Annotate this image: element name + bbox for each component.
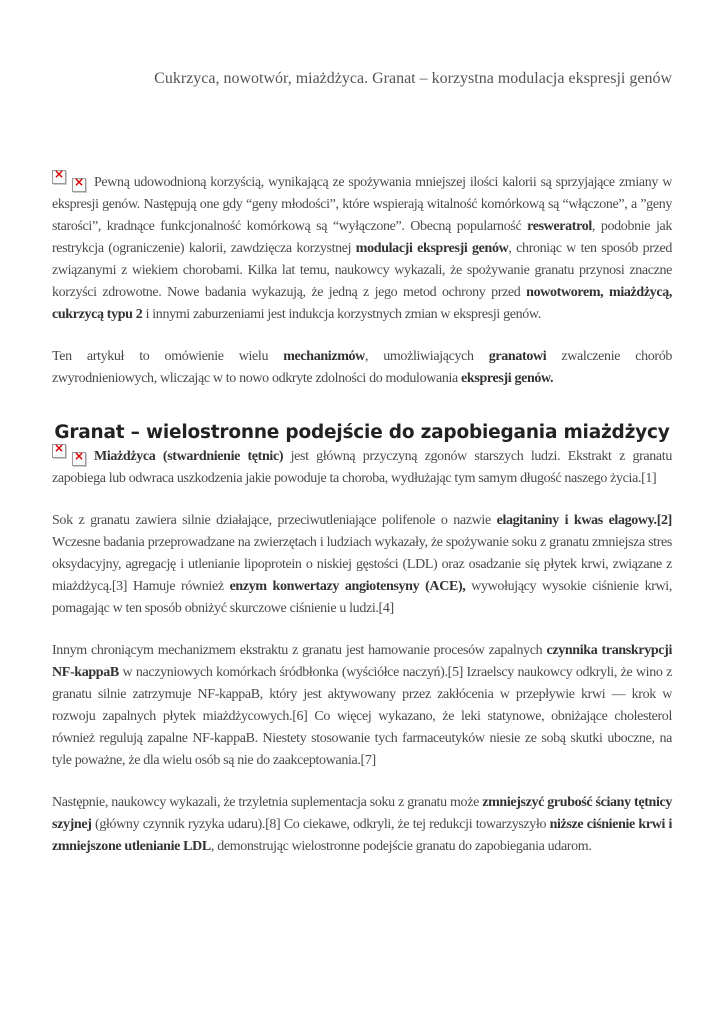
- paragraph: [52, 172, 672, 326]
- paragraph: [52, 640, 672, 772]
- text-run: , umożliwiających: [364, 349, 489, 364]
- text-run: i innymi zaburzeniami jest indukcja korzystnych zmian w ekspresji genów.: [142, 307, 541, 322]
- bold-text: mechanizmów: [283, 349, 365, 364]
- article-body: [52, 172, 672, 878]
- bold-text: czynnika transkrypcji NF-kappaB: [52, 643, 672, 680]
- bold-text: ekspresji genów.: [461, 371, 554, 386]
- bold-text: modulacji ekspresji genów: [355, 241, 509, 256]
- text-run: , chroniąc w ten sposób przed związanymi z wiekiem chorobami. Kilka lat temu, naukowcy wykazali, że spożywanie granatu przynosi znaczne korzyści zdrowotne. Nowe badania wykazują, że jedną z jego metod ochrony przed: [52, 241, 672, 300]
- paragraph: [52, 510, 672, 620]
- text-run: Następnie, naukowcy wykazali, że trzyletnia suplementacja soku z granatu może: [52, 795, 483, 810]
- atherosclerosis-section: [52, 446, 672, 858]
- text-run: Wczesne badania przeprowadzane na zwierzętach i ludziach wykazały, że spożywanie soku z granatu zmniejsza stres oksydacyjny, agregację i utlenianie lipoprotein o niskiej gęstości (LDL) oraz osadzanie się płytek krwi, związane z miażdżycą.[3] Hamuje również: [52, 535, 672, 594]
- bold-text: niższe ciśnienie krwi i zmniejszone utlenianie LDL: [52, 817, 672, 854]
- text-run: Pewną udowodnioną korzyścią, wynikającą ze spożywania mniejszej ilości kalorii są sprzyjające zmiany w ekspresji genów. Następują one gdy “geny młodości”, które wspierają witalność komórkową są “włączone”, a ”geny starości”, kradnące funkcjonalność komórkową są “wyłączone”. Obecną popularność: [52, 175, 672, 234]
- section-heading: Granat – wielostronne podejście do zapobiegania miażdżycy: [54, 422, 670, 443]
- bold-text: elagitaniny i kwas elagowy.[2]: [496, 513, 672, 528]
- paragraph: [52, 346, 672, 390]
- text-run: Sok z granatu zawiera silnie działające, przeciwutleniające polifenole o nazwie: [52, 513, 497, 528]
- bold-text: zmniejszyć grubość ściany tętnicy szyjnej: [52, 795, 673, 832]
- text-run: w naczyniowych komórkach śródbłonka (wyściółce naczyń).[5] Izraelscy naukowcy odkryli, że wino z granatu silnie zatrzymuje NF-kappaB, który jest aktywowany przez zakłócenia w przepływie krwi — krok w rozwoju zapalnych płytek miażdżycowych.[6] Co więcej wykazano, że leki statynowe, obniżające cholesterol również regulują zapalne NF-kappaB. Niestety stosowanie tych farmaceutyków niesie ze sobą skutki uboczne, na tyle poważne, że dla wielu osób są nie do zaakceptowania.[7]: [52, 665, 672, 768]
- text-run: Ten artykuł to omówienie wielu: [52, 349, 284, 364]
- text-run: (główny czynnik ryzyka udaru).[8] Co ciekawe, odkryli, że tej redukcji towarzyszyło: [91, 817, 550, 832]
- bold-text: enzym konwertazy angiotensyny (ACE),: [229, 579, 466, 594]
- text-run: jest główną przyczyną zgonów starszych ludzi. Ekstrakt z granatu zapobiega lub odwraca uszkodzenia jakie powoduje ta choroba, wydłużając tym samym długość naszego życia.[1]: [52, 449, 672, 486]
- text-run: , podobnie jak restrykcja (ograniczenie) kalorii, zawdzięcza korzystnej: [52, 219, 672, 256]
- bold-text: granatowi: [488, 349, 547, 364]
- paragraph: [52, 792, 672, 858]
- broken-image-icon: [72, 452, 86, 466]
- paragraph: [52, 446, 672, 490]
- bold-text: Miażdżyca (stwardnienie tętnic): [94, 449, 284, 464]
- broken-image-icon: [72, 178, 86, 192]
- bold-text: nowotworem, miażdżycą, cukrzycą typu 2: [52, 285, 672, 322]
- broken-image-icon: [52, 170, 66, 184]
- document-title: Cukrzyca, nowotwór, miażdżyca. Granat – korzystna modulacja ekspresji genów: [154, 70, 672, 87]
- intro-section: [52, 172, 672, 390]
- text-run: , demonstrując wielostronne podejście granatu do zapobiegania udarom.: [210, 839, 592, 854]
- text-run: zwalczenie chorób zwyrodnieniowych, wliczając w to nowo odkryte zdolności do modulowania: [52, 349, 673, 386]
- bold-text: resweratrol: [527, 219, 592, 234]
- text-run: Innym chroniącym mechanizmem ekstraktu z granatu jest hamowanie procesów zapalnych: [52, 643, 547, 658]
- text-run: wywołujący wysokie ciśnienie krwi, pomagając w ten sposób obniżyć skurczowe ciśnienie u ludzi.[4]: [52, 579, 672, 616]
- broken-image-icon: [52, 444, 66, 458]
